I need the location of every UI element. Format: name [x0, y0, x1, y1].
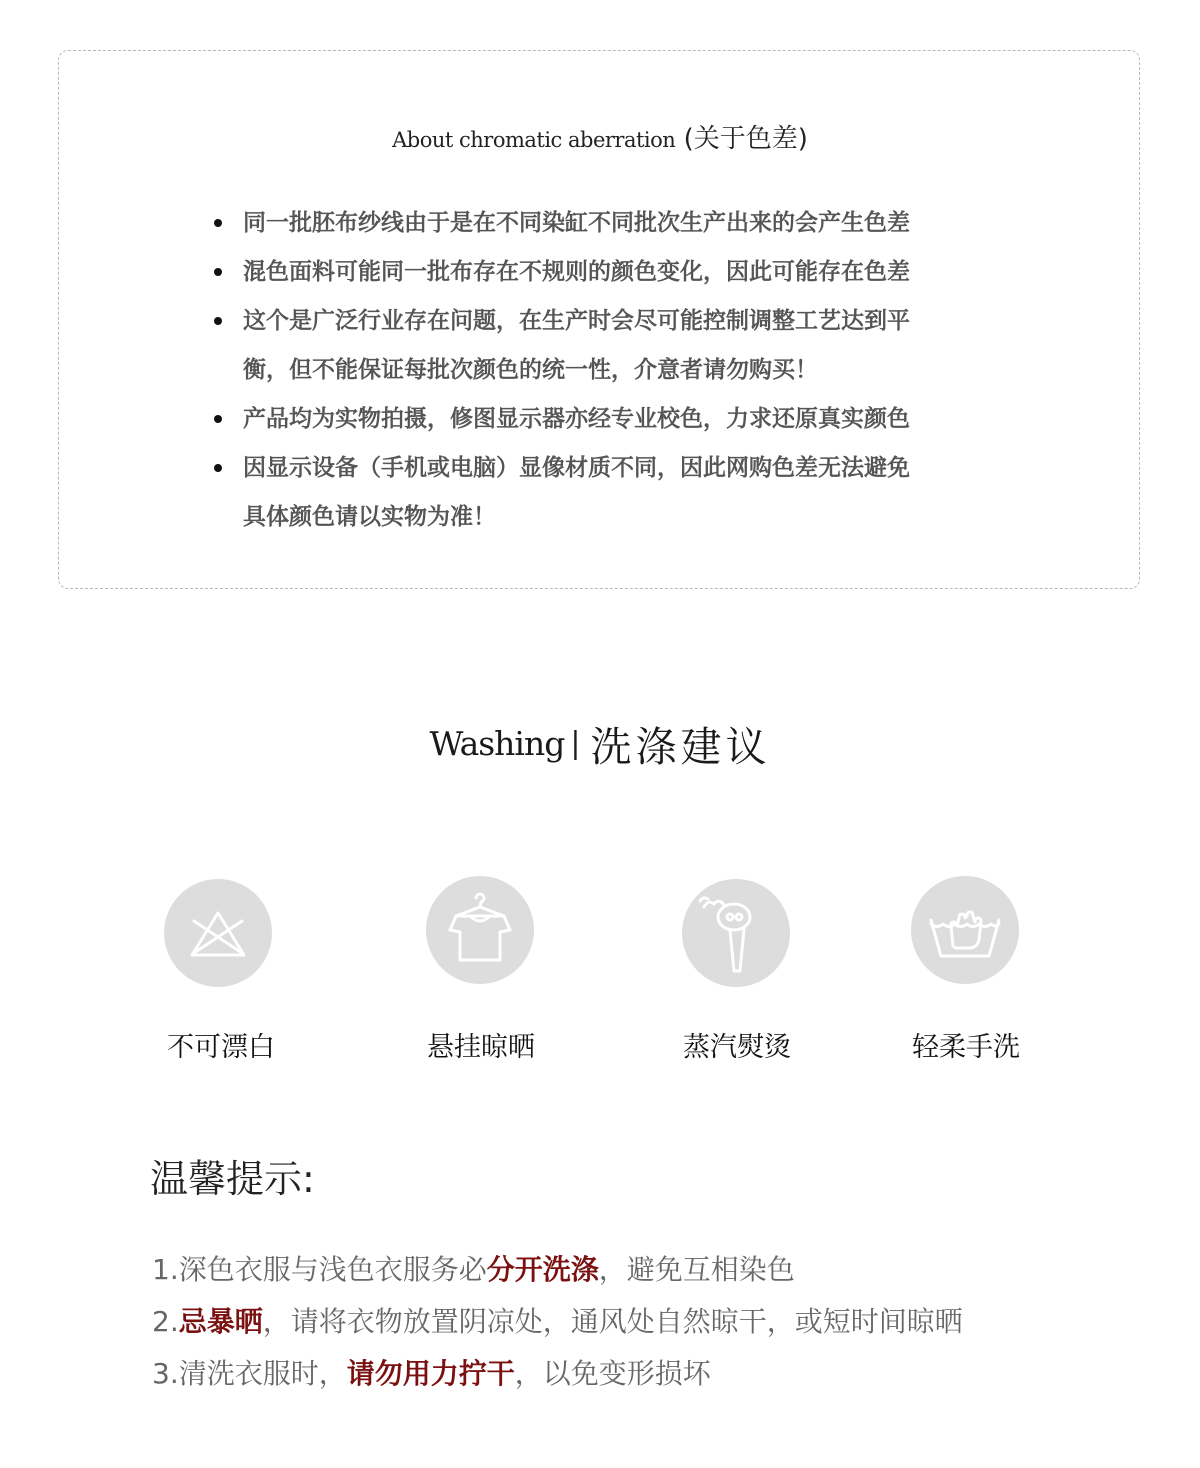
list-item-text: 同一批胚布纱线由于是在不同染缸不同批次生产出来的会产生色差	[243, 210, 910, 236]
bullet-icon	[214, 317, 222, 325]
color-notice-title-en: About chromatic aberration	[392, 128, 676, 152]
hand-wash-icon	[911, 876, 1019, 984]
washing-title	[0, 714, 1200, 773]
bullet-icon	[214, 268, 222, 276]
bullet-icon	[214, 464, 222, 472]
steam-iron-label: 蒸汽熨烫	[683, 1032, 791, 1063]
tips-list	[152, 1244, 1152, 1400]
no-bleach-label: 不可漂白	[167, 1032, 275, 1063]
tip-text: 3.清洗衣服时，	[152, 1357, 347, 1390]
color-notice-title-cn: (关于色差)	[683, 124, 808, 154]
washing-title-separator: |	[570, 726, 581, 761]
list-item-text: 衡，但不能保证每批次颜色的统一性，介意者请勿购买！	[243, 357, 818, 383]
tip-text: ，避免互相染色	[598, 1253, 795, 1286]
tip-text: ，请将衣物放置阴凉处，通风处自然晾干，或短时间晾晒	[262, 1305, 963, 1338]
list-item	[214, 297, 1014, 395]
list-item-text: 混色面料可能同一批布存在不规则的颜色变化，因此可能存在色差	[243, 259, 910, 285]
hand-wash-label: 轻柔手洗	[912, 1032, 1020, 1063]
list-item	[214, 248, 1014, 297]
hang-dry-label: 悬挂晾晒	[427, 1032, 535, 1063]
list-item-text: 因显示设备（手机或电脑）显像材质不同，因此网购色差无法避免	[243, 455, 910, 481]
bullet-icon	[214, 415, 222, 423]
list-item	[214, 395, 1014, 444]
tips-heading: 温馨提示:	[150, 1157, 315, 1201]
tip-text: 2.	[152, 1305, 179, 1338]
bullet-icon	[214, 219, 222, 227]
tip-item	[152, 1296, 1152, 1348]
color-notice-list	[214, 199, 1014, 542]
washing-title-en: Washing	[429, 724, 565, 763]
tip-highlight: 忌暴晒	[178, 1305, 263, 1338]
washing-title-cn: 洗涤建议	[590, 723, 771, 771]
list-item-text: 产品均为实物拍摄，修图显示器亦经专业校色，力求还原真实颜色	[243, 406, 910, 432]
tip-highlight: 分开洗涤	[486, 1253, 599, 1286]
list-item	[214, 199, 1014, 248]
list-item-text: 这个是广泛行业存在问题，在生产时会尽可能控制调整工艺达到平	[243, 308, 910, 334]
tip-item	[152, 1244, 1152, 1296]
tip-text: ，以免变形损坏	[514, 1357, 711, 1390]
tip-highlight: 请勿用力拧干	[346, 1357, 515, 1390]
no-bleach-icon	[164, 879, 272, 987]
color-notice-title	[0, 118, 1200, 155]
list-item-text: 具体颜色请以实物为准！	[243, 504, 496, 530]
tip-text: 1.深色衣服与浅色衣服务必	[152, 1253, 487, 1286]
hang-dry-icon	[426, 876, 534, 984]
list-item	[214, 444, 1014, 542]
steam-iron-icon	[682, 879, 790, 987]
tip-item	[152, 1348, 1152, 1400]
